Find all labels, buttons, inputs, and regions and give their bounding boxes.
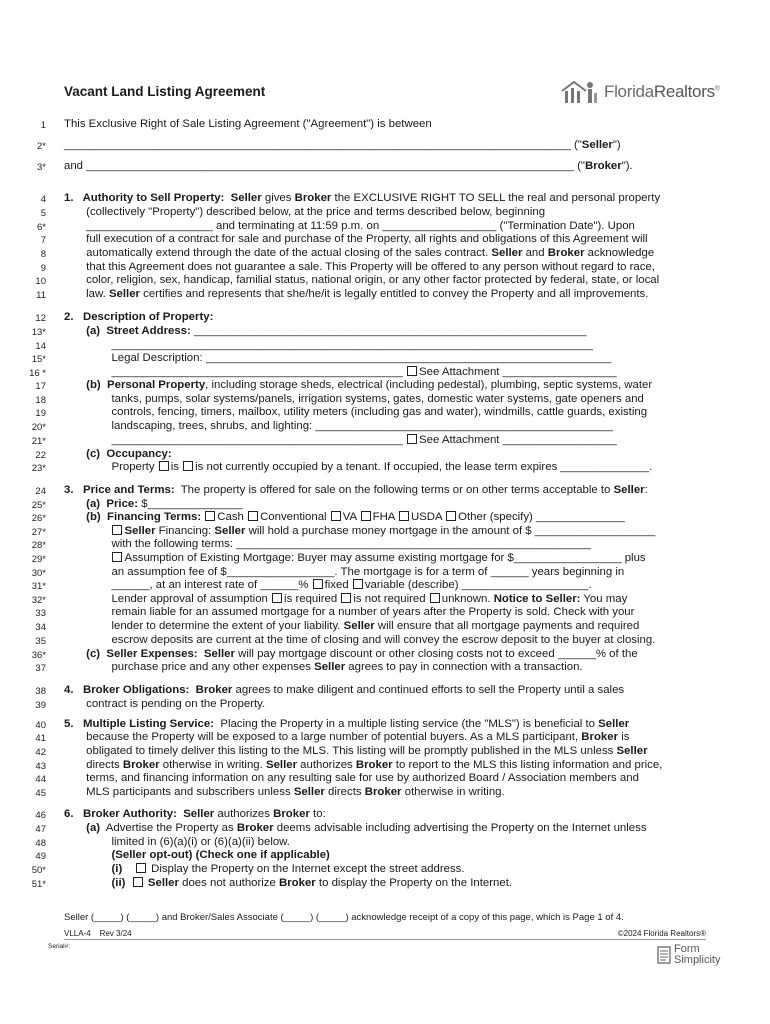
line-number: 15* — [31, 354, 46, 365]
agreement-text-line: (Seller opt-out) (Check one if applicable) — [111, 849, 330, 861]
checkbox[interactable] — [112, 552, 122, 562]
checkbox[interactable] — [183, 461, 193, 471]
line-number: 31* — [31, 581, 46, 592]
line-number: 4 — [40, 194, 46, 205]
agreement-text-line: Legal Description: ________________________________________________________________ — [64, 352, 612, 364]
agreement-text-line: automatically extend through the date of the actual closing of the sales contract. Seller and Broker acknowledge — [64, 247, 655, 259]
line-number: 38 — [35, 686, 46, 697]
agreement-text-line: (b) Personal Property, including storage sheds, electrical (including pedestal), plumbing, septic systems, water — [86, 379, 653, 391]
agreement-text-line: ________________________________________________________________________________ ("Seller") — [64, 139, 621, 151]
line-number: 33 — [35, 608, 46, 619]
agreement-text-line: because the Property will be exposed to a large number of potential buyers. As a MLS participant, Broker is — [64, 731, 630, 743]
checkbox[interactable] — [407, 366, 417, 376]
agreement-text-line: Lender approval of assumption is required is not required unknown. Notice to Seller: You may — [64, 593, 628, 605]
line-number: 44 — [35, 774, 46, 785]
agreement-text-line: Seller Financing: Seller will hold a purchase money mortgage in the amount of $ ___________________ — [64, 525, 655, 538]
form-simplicity-logo: Form Simplicity — [657, 944, 720, 966]
checkbox[interactable] — [331, 511, 341, 521]
agreement-text-line: ____________________ and terminating at 11:59 p.m. on __________________ ("Termination Date"). Upon — [64, 220, 635, 232]
form-identifier: VLLA-4 Rev 3/24 — [64, 929, 132, 938]
agreement-text-line: (c) Occupancy: — [86, 448, 172, 460]
agreement-text-line: 2. Description of Property: — [64, 311, 214, 323]
line-number: 23* — [31, 463, 46, 474]
line-number: 13* — [31, 327, 46, 338]
agreement-text-line: ____________________________________________________________________________ — [64, 339, 593, 351]
agreement-text-line: ______________________________________________ See Attachment __________________ — [64, 366, 617, 378]
line-number: 45 — [35, 788, 46, 799]
agreement-text-line: (i) Display the Property on the Internet except the street address. — [111, 863, 465, 875]
checkbox[interactable] — [136, 863, 146, 873]
page-acknowledgement: Seller (_____) (_____) and Broker/Sales Associate (_____) (_____) acknowledge receipt of a copy of this page, which is Page 1 of 4. — [64, 912, 624, 923]
line-number: 29* — [31, 554, 46, 565]
line-number: 12 — [35, 313, 46, 324]
checkbox[interactable] — [407, 434, 417, 444]
line-number: 5 — [40, 208, 46, 219]
checkbox[interactable] — [205, 511, 215, 521]
agreement-text-line: full execution of a contract for sale and purchase of the Property, all rights and obligations of this Agreement will — [64, 233, 648, 245]
agreement-text-line: limited in (6)(a)(i) or (6)(a)(ii) below. — [64, 836, 290, 848]
agreement-text-line: 6. Broker Authority: Seller authorizes Broker to: — [64, 808, 326, 820]
checkbox[interactable] — [361, 511, 371, 521]
line-number: 11 — [36, 290, 46, 301]
agreement-text-line: 1. Authority to Sell Property: Seller gives Broker the EXCLUSIVE RIGHT TO SELL the real and personal property — [64, 192, 661, 204]
serial-number-label: Serial#: — [48, 943, 71, 950]
line-number: 8 — [40, 249, 46, 260]
line-number: 2* — [37, 141, 46, 152]
line-number: 47 — [35, 824, 46, 835]
agreement-text-line: (ii) Seller does not authorize Broker to display the Property on the Internet. — [111, 877, 513, 889]
agreement-text-line: obligated to timely deliver this listing to the MLS. This listing will be promptly published in the MLS unless Seller — [64, 745, 648, 757]
line-number: 36* — [31, 650, 46, 661]
checkbox[interactable] — [313, 579, 323, 589]
agreement-text-line: 3. Price and Terms: The property is offered for sale on the following terms or on other terms acceptable to Seller: — [64, 484, 648, 496]
agreement-text-line: purchase price and any other expenses Seller agrees to pay in connection with a transaction. — [64, 661, 583, 673]
checkbox[interactable] — [446, 511, 456, 521]
line-number: 19 — [35, 408, 46, 419]
checkbox[interactable] — [159, 461, 169, 471]
checkbox[interactable] — [112, 525, 122, 535]
agreement-text-line: Property is is not currently occupied by a tenant. If occupied, the lease term expires ______________. — [64, 461, 653, 473]
line-number: 9 — [40, 263, 46, 274]
agreement-text-line: ______________________________________________ See Attachment __________________ — [64, 434, 617, 446]
line-number: 32* — [31, 595, 46, 606]
agreement-text-line: (b) Financing Terms: Cash Conventional VA FHA USDA Other (specify) ______________ — [86, 511, 625, 523]
checkbox[interactable] — [133, 877, 143, 887]
agreement-text-line: (a) Advertise the Property as Broker deems advisable including advertising the Property on the Internet unless — [86, 822, 647, 834]
line-number: 17 — [35, 381, 46, 392]
line-number: 24 — [35, 486, 46, 497]
agreement-text-line: controls, fencing, timers, mailbox, utility meters (including gas and water), windmills, cattle guards, existing — [64, 406, 648, 418]
checkbox[interactable] — [399, 511, 409, 521]
agreement-text-line: (collectively "Property") described below, at the price and terms described below, beginning — [64, 206, 546, 218]
footer-divider — [64, 939, 706, 940]
line-number: 6* — [37, 222, 46, 233]
line-number: 7 — [40, 235, 46, 246]
line-number: 40 — [35, 720, 46, 731]
checkbox[interactable] — [248, 511, 258, 521]
line-number: 22 — [35, 450, 46, 461]
line-number: 51* — [31, 879, 46, 890]
line-number: 26* — [31, 513, 46, 524]
line-number: 27* — [31, 527, 46, 538]
logo-wordmark: FloridaRealtors® — [604, 82, 720, 101]
line-number: 28* — [31, 540, 46, 551]
agreement-text-line: (c) Seller Expenses: Seller will pay mortgage discount or other closing costs not to exceed ______% of the — [86, 648, 638, 660]
line-number: 30* — [31, 568, 46, 579]
line-number: 50* — [31, 865, 46, 876]
agreement-text-line: directs Broker otherwise in writing. Seller authorizes Broker to report to the MLS this listing information and price, — [64, 759, 663, 771]
line-number: 21* — [31, 436, 46, 447]
line-number: 18 — [35, 395, 46, 406]
agreement-text-line: 5. Multiple Listing Service: Placing the Property in a multiple listing service (the "MLS") is beneficial to Seller — [64, 718, 630, 730]
checkbox[interactable] — [341, 593, 351, 603]
agreement-text-line: This Exclusive Right of Sale Listing Agreement ("Agreement") is between — [64, 118, 432, 130]
checkbox[interactable] — [272, 593, 282, 603]
agreement-text-line: Assumption of Existing Mortgage: Buyer may assume existing mortgage for $_________________ plus — [64, 552, 646, 565]
checkbox[interactable] — [430, 593, 440, 603]
line-number: 39 — [35, 700, 46, 711]
line-number: 37 — [35, 663, 46, 674]
line-number: 14 — [35, 341, 46, 352]
agreement-text-line: (a) Price: $_______________ — [86, 498, 243, 510]
agreement-text-line: 4. Broker Obligations: Broker agrees to make diligent and continued efforts to sell the Property until a sales — [64, 684, 625, 696]
agreement-text-line: escrow deposits are current at the time of closing and will convey the escrow deposit to the buyer at closing. — [64, 634, 656, 646]
agreement-text-line: contract is pending on the Property. — [64, 698, 266, 710]
line-number: 34 — [35, 622, 46, 633]
florida-realtors-logo — [560, 77, 720, 107]
line-number: 25* — [31, 500, 46, 511]
agreement-text-line: landscaping, trees, shrubs, and lighting: _______________________________________________ — [64, 420, 614, 432]
copyright-notice: ©2024 Florida Realtors® — [617, 929, 706, 938]
line-number: 35 — [35, 636, 46, 647]
line-number: 16 * — [29, 368, 46, 379]
agreement-text-line: ______, at an interest rate of ______% fixed variable (describe) ____________________. — [64, 579, 592, 591]
agreement-text-line: terms, and financing information on any resulting sale for use by authorized Board / Association members and — [64, 772, 639, 784]
line-number: 49 — [35, 851, 46, 862]
line-number: 1 — [40, 120, 46, 131]
agreement-text-line: MLS participants and subscribers unless Seller directs Broker otherwise in writing. — [64, 786, 505, 798]
document-title: Vacant Land Listing Agreement — [64, 84, 266, 99]
line-number: 20* — [31, 422, 46, 433]
agreement-text-line: (a) Street Address: ______________________________________________________________ — [86, 325, 587, 337]
line-number: 48 — [35, 838, 46, 849]
agreement-text-line: and _____________________________________________________________________________ ("Broker"). — [64, 160, 633, 172]
line-number: 3* — [37, 162, 46, 173]
line-number: 43 — [35, 761, 46, 772]
agreement-text-line: an assumption fee of $_________________. The mortgage is for a term of ______ years beginning in — [64, 566, 625, 578]
agreement-text-line: color, religion, sex, handicap, familial status, national origin, or any other factor protected by federal, state, or local — [64, 274, 660, 286]
line-number: 42 — [35, 747, 46, 758]
line-number: 46 — [35, 810, 46, 821]
agreement-text-line: that this Agreement does not guarantee a sale. This Property will be offered to any person without regard to race, — [64, 261, 655, 273]
document-icon — [657, 946, 671, 964]
agreement-text-line: tanks, pumps, solar systems/panels, irrigation systems, gates, domestic water systems, gate openers and — [64, 393, 644, 405]
realtors-house-icon — [560, 79, 600, 105]
agreement-text-line: remain liable for an assumed mortgage for a number of years after the Property is sold. Check with your — [64, 606, 635, 618]
agreement-text-line: lender to determine the extent of your liability. Seller will ensure that all mortgage payments and required — [64, 620, 640, 632]
agreement-text-line: law. Seller certifies and represents that she/he/it is legally entitled to convey the Property and all improvements. — [64, 288, 649, 300]
line-number: 41 — [35, 733, 46, 744]
agreement-text-line: with the following terms: ________________________________________________________ — [64, 538, 591, 550]
checkbox[interactable] — [353, 579, 363, 589]
line-number: 10 — [35, 276, 46, 287]
